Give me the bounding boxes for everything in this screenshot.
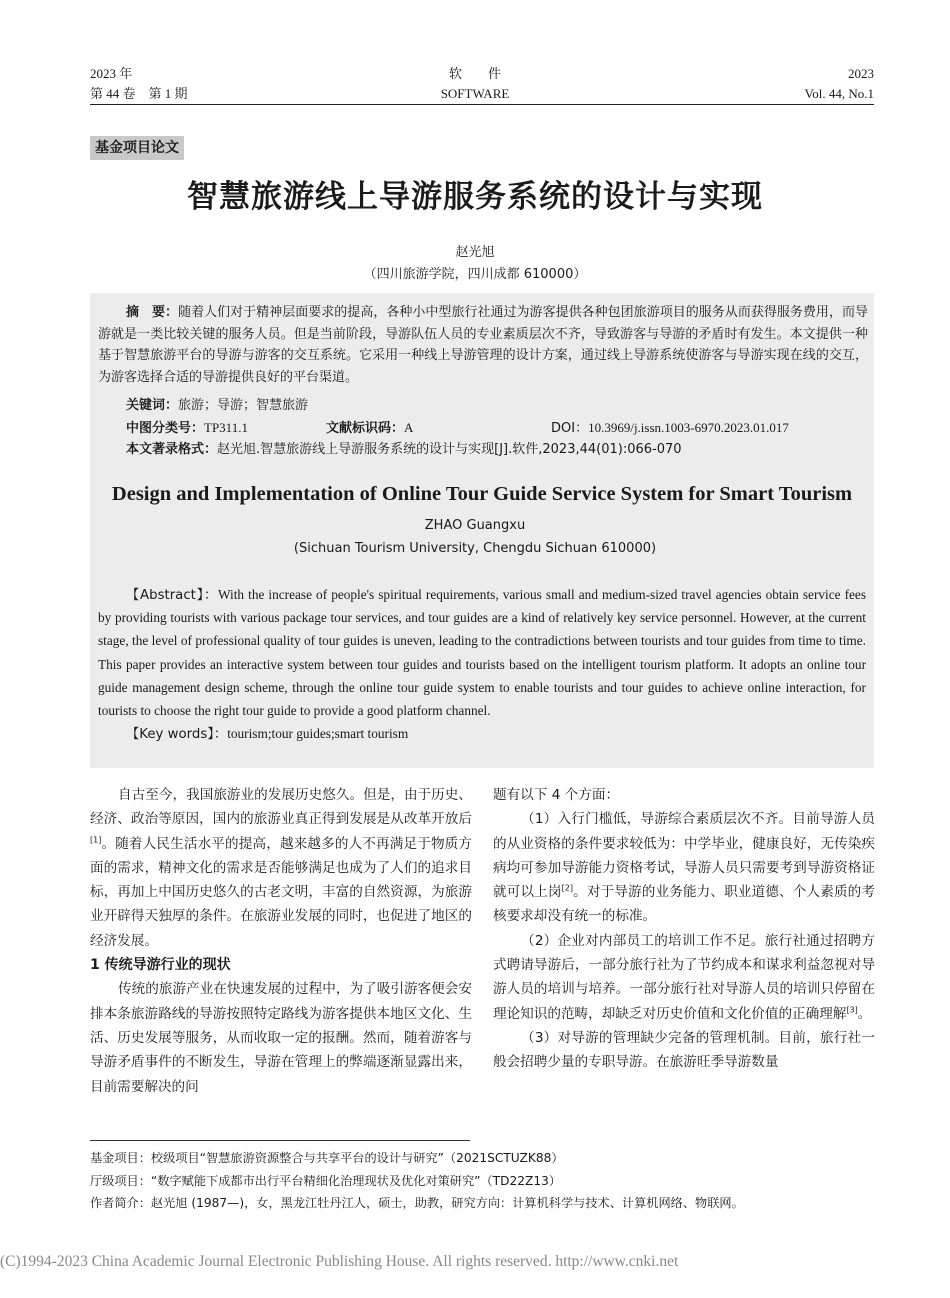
abstract-cn-label: 摘 要： [126,305,179,320]
body-right-column [493,783,875,1075]
author-cn: 赵光旭 [455,245,495,260]
section-heading: 1 传统导游行业的现状 [90,957,231,974]
paragraph: （3）对导游的管理缺少完备的管理机制。目前，旅行社一般会招聘少量的专职导游。在旅游旺季导游数量 [493,1029,875,1071]
footnote-rule [90,1140,470,1141]
footnote-fund: 基金项目：校级项目“智慧旅游资源整合与共享平台的设计与研究”（2021SCTUZK88） [90,1151,564,1165]
doi-row [551,417,789,439]
body-left-column [90,783,472,1099]
citation-label: 本文著录格式： [126,442,218,457]
doc-code-label: 文献标识码： [326,421,405,436]
footnote-dept: 厅级项目：“数字赋能下成都市出行平台精细化治理现状及优化对策研究”（TD22Z13） [90,1174,562,1188]
doc-code-row [326,417,413,439]
abstract-cn [98,302,868,388]
keywords-cn [126,395,308,416]
clc-label: 中图分类号： [126,421,205,436]
header-rule [90,104,874,105]
header-year: 2023 [848,66,874,81]
keywords-en-value: tourism;tour guides;smart tourism [227,726,409,742]
paragraph: 自古至今，我国旅游业的发展历史悠久。但是，由于历史、经济、政治等原因，国内的旅游业真正得到发展是从改革开放后[1]。随着人民生活水平的提高，越来越多的人不再满足于物质方面的需求，精神文化的需求是否能够满足也成为了人们的追求目标，再加上中国历史悠久的古老文明，丰富的自然资源，为旅游业开辟得天独厚的条件。在旅游业发展的同时，也促进了地区的经济发展。 [90,787,472,949]
header-journal-cn: 软 件 [448,66,501,81]
copyright-line: (C)1994-2023 China Academic Journal Electronic Publishing House. All rights reserved. http://www.cnki.net [0,1253,679,1270]
doi-value: 10.3969/j.issn.1003-6970.2023.01.017 [588,420,789,435]
header-volume-en: Vol. 44, No.1 [804,86,874,101]
title-en: Design and Implementation of Online Tour Guide Service System for Smart Tourism [111,483,853,505]
citation-ref: [2] [561,883,573,893]
citation-value: 赵光旭.智慧旅游线上导游服务系统的设计与实现[J].软件,2023,44(01):066-070 [217,442,682,457]
clc-row [126,417,248,439]
citation-row [126,439,682,460]
clc-value: TP311.1 [204,420,248,435]
citation-ref: [1] [90,835,102,845]
keywords-label: 关键词： [126,398,179,413]
doc-code-value: A [404,420,414,435]
affiliation-cn: （四川旅游学院，四川成都 610000） [363,267,587,282]
abstract-en [98,584,866,746]
keywords-value: 旅游；导游；智慧旅游 [178,398,309,413]
header-year-cn: 2023 年 [90,66,133,81]
footnote-bio: 作者简介：赵光旭 (1987—)，女，黑龙江牡丹江人，硕士，助教，研究方向：计算机科学与技术、计算机网络、物联网。 [90,1196,744,1210]
paragraph: （1）入行门槛低，导游综合素质层次不齐。目前导游人员的从业资格的条件要求较低为：中学毕业，健康良好，无传染疾病均可参加导游能力资格考试，导游人员只需要考到导游资格证就可以上岗[2]。对于导游的业务能力、职业道德、个人素质的考核要求却没有统一的标准。 [493,811,875,925]
header-journal-en: SOFTWARE [440,86,510,101]
affiliation-en: (Sichuan Tourism University, Chengdu Sichuan 610000) [293,541,657,556]
paragraph: （2）企业对内部员工的培训工作不足。旅行社通过招聘方式聘请导游后，一部分旅行社为了节约成本和谋求利益忽视对导游人员的培训与培养。一部分旅行社对导游人员的培训只停留在理论知识的范畴，却缺乏对历史价值和文化价值的正确理解[3]。 [493,932,875,1022]
paragraph: 传统的旅游产业在快速发展的过程中，为了吸引游客便会安排本条旅游路线的导游按照特定路线为游客提供本地区文化、生活、历史发展等服务，从而收取一定的报酬。然而，随着游客与导游矛盾事件的不断发生，导游在管理上的弊端逐渐显露出来，目前需要解决的问 [90,981,472,1095]
article-type-tag: 基金项目论文 [90,136,184,160]
abstract-en-text: With the increase of people's spiritual requirements, various small and medium-sized travel agencies obtain service fees by providing tourists with various package tour services, and tour guides are a kind of relatively key service personnel. However, at the current stage, the level of professional quality of tour guides is uneven, leading to the contradictions between tourists and tour guides from time to time. This paper provides an interactive system between tour guides and tourists based on the intelligent tourism platform. It adopts an online tour guide management design scheme, through the online tour guide system to enable tourists and tour guides to achieve online interaction, for tourists to choose the right tour guide to provide a good platform channel. [98,587,867,719]
author-en: ZHAO Guangxu [424,518,526,533]
abstract-cn-text: 随着人们对于精神层面要求的提高，各种小中型旅行社通过为游客提供各种包团旅游项目的服务从而获得服务费用，而导游就是一类比较关键的服务人员。但是当前阶段，导游队伍人员的专业素质层次不齐，导致游客与导游的矛盾时有发生。本文提供一种基于智慧旅游平台的导游与游客的交互系统。它采用一种线上导游管理的设计方案，通过线上导游系统使游客与导游实现在线的交互，为游客选择合适的导游提供良好的平台渠道。 [98,305,868,385]
keywords-en-label: 【Key words】： [126,727,228,743]
citation-ref: [3] [846,1005,858,1015]
doi-label: DOI： [551,421,589,436]
title-cn: 智慧旅游线上导游服务系统的设计与实现 [187,179,763,215]
abstract-en-label: 【Abstract】： [126,588,219,603]
header-volume-cn: 第 44 卷 第 1 期 [90,86,188,101]
paragraph: 题有以下 4 个方面： [493,787,620,803]
